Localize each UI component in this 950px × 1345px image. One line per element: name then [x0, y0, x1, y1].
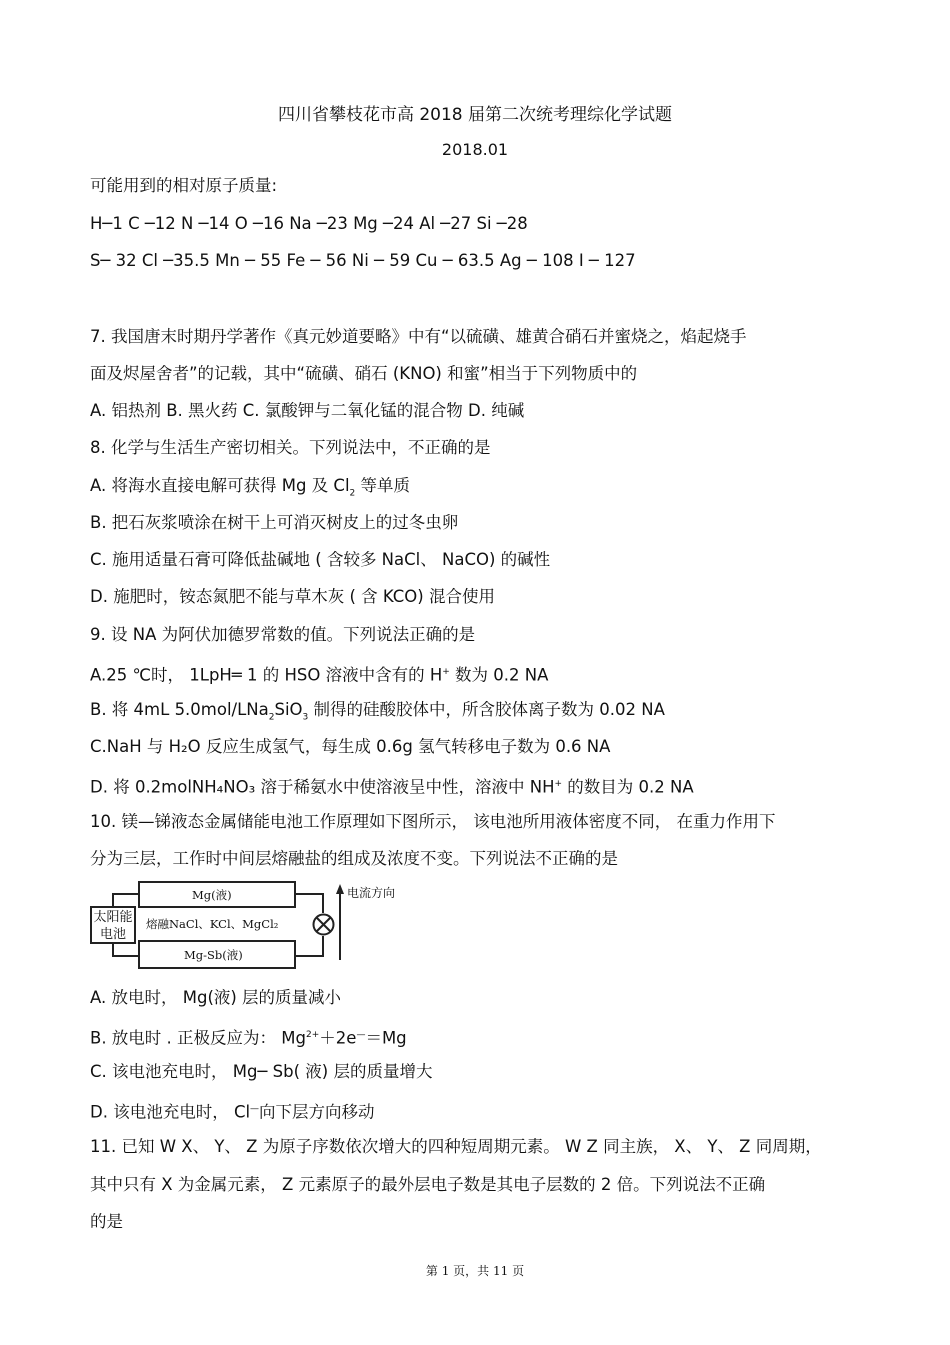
exam-title: 四川省攀枝花市高 2018 届第二次统考理综化学试题 [277, 105, 673, 125]
q10-option-a: A. 放电时， Mg(液) 层的质量减小 [90, 988, 342, 1007]
solar-cell-label-line-2: 电池 [99, 927, 126, 942]
q11-stem-line-1: 11. 已知 W X、 Y、 Z 为原子序数依次增大的四种短周期元素。 W Z 同主族， X、 Y、 Z 同周期， [90, 1137, 822, 1156]
atomic-mass-row-1: H─1 C ─12 N ─14 O ─16 Na ─23 Mg ─24 Al ─27 Si ─28 [90, 214, 528, 233]
wire-solar-bottom-h [112, 955, 140, 957]
q11-stem-line-3: 的是 [90, 1212, 123, 1231]
wire-right-bottom-v [322, 936, 324, 956]
q10-option-d: D. 该电池充电时， Cl—向下层方向移动 [90, 1102, 375, 1122]
wire-right-top-h [294, 893, 324, 895]
q8-option-a: A. 将海水直接电解可获得 Mg 及 $Cl_2$ 等单质 [90, 476, 411, 499]
current-direction-label: 电流方向 [347, 886, 396, 900]
middle-layer-label: 熔融NaCl、KCl、MgCl₂ [146, 917, 279, 931]
top-layer-label: Mg(液) [192, 888, 232, 902]
q11-stem-line-2: 其中只有 X 为金属元素， Z 元素原子的最外层电子数是其电子层数的 2 倍。下列说法不正确 [90, 1175, 766, 1194]
q8-option-d: D. 施肥时，铵态氮肥不能与草木灰 ( 含 KCO) 混合使用 [90, 587, 495, 606]
wire-solar-top-h [112, 893, 140, 895]
q9-option-c: C.NaH 与 H₂O 反应生成氢气，每生成 0.6g 氢气转移电子数为 0.6 NA [90, 737, 611, 756]
wire-right-top-v [322, 893, 324, 913]
q8-option-c: C. 施用适量石膏可降低盐碱地 ( 含较多 NaCl、 NaCO) 的碱性 [90, 550, 551, 569]
atomic-mass-intro: 可能用到的相对原子质量: [90, 176, 278, 195]
current-direction-arrow-icon [335, 884, 345, 962]
wire-right-bottom-h [294, 955, 324, 957]
q10-stem-line-2: 分为三层，工作时中间层熔融盐的组成及浓度不变。下列说法不正确的是 [90, 849, 618, 868]
q9-stem: 9. 设 NA 为阿伏加德罗常数的值。下列说法正确的是 [90, 625, 476, 644]
page-number: 第 1 页，共 11 页 [425, 1264, 525, 1278]
q9-option-d: D. 将 0.2molNH₄NO₃ 溶于稀氨水中使溶液呈中性，溶液中 NH+ 的数目为 0.2 NA [90, 777, 694, 797]
q9-option-b: B. 将 4mL 5.0mol/LNa$_2$SiO$_3$ 制得的硅酸胶体中，所含胶体离子数为 0.02 NA [90, 700, 665, 723]
battery-diagram [88, 878, 396, 973]
q7-options: A. 铝热剂 B. 黑火药 C. 氯酸钾与二氧化锰的混合物 D. 纯碱 [90, 401, 525, 420]
q7-stem-line-2: 面及烬屋舍者”的记载，其中“硫磺、硝石 (KNO) 和蜜”相当于下列物质中的 [90, 364, 638, 383]
q10-stem-line-1: 10. 镁—锑液态金属储能电池工作原理如下图所示， 该电池所用液体密度不同， 在重力作用下 [90, 812, 776, 831]
bottom-layer-label: Mg-Sb(液) [184, 948, 243, 962]
wire-solar-top-v [112, 895, 114, 907]
q9-option-a: A.25 ℃时， 1LpH═ 1 的 HSO 溶液中含有的 H+ 数为 0.2 NA [90, 665, 549, 685]
solar-cell-label-line-1: 太阳能 [93, 910, 133, 925]
q10-option-c: C. 该电池充电时， Mg─ Sb( 液) 层的质量增大 [90, 1062, 433, 1081]
q8-option-b: B. 把石灰浆喷涂在树干上可消灭树皮上的过冬虫卵 [90, 513, 459, 532]
atomic-mass-row-2: S─ 32 Cl ─35.5 Mn ─ 55 Fe ─ 56 Ni ─ 59 Cu ─ 63.5 Ag ─ 108 I ─ 127 [90, 251, 636, 270]
q10-option-b: B. 放电时 . 正极反应为： $Mg^{2+}+2e^—=Mg$ [90, 1028, 407, 1048]
solar-cell-box [90, 906, 136, 944]
q8-stem: 8. 化学与生活生产密切相关。下列说法中，不正确的是 [90, 438, 491, 457]
lamp-icon [311, 912, 336, 937]
exam-date: 2018.01 [441, 140, 509, 159]
q7-stem-line-1: 7. 我国唐末时期丹学著作《真元妙道要略》中有“以硫磺、雄黄合硝石并蜜烧之，焰起烧手 [90, 327, 747, 346]
